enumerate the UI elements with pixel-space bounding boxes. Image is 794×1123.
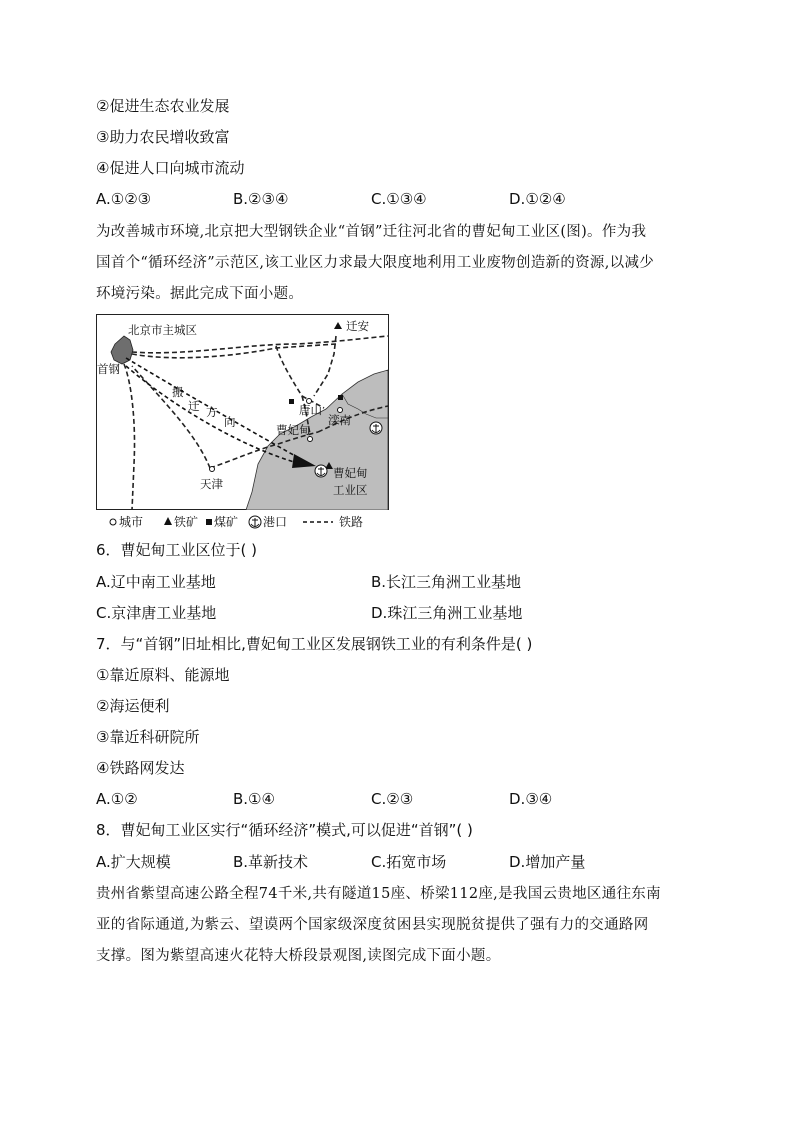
intro2-line: 亚的省际通道,为紫云、望谟两个国家级深度贫困县实现脱贫提供了强有力的交通路网 [96, 917, 649, 933]
q8-stem: 8．曹妃甸工业区实行“循环经济”模式,可以促进“首钢”( ) [96, 821, 473, 839]
q5-choice-a[interactable]: A.①②③ [96, 190, 152, 208]
q6-stem: 6．曹妃甸工业区位于( ) [96, 541, 258, 559]
intro-line: 为改善城市环境,北京把大型钢铁企业“首钢”迁往河北省的曹妃甸工业区(图)。作为我 [96, 224, 647, 240]
label-shougang: 首钢 [97, 362, 120, 376]
label-tangshan: 唐山 [299, 403, 322, 417]
port-icon [370, 422, 382, 434]
q7-choice-d[interactable]: D.③④ [509, 790, 553, 808]
q7-choice-c[interactable]: C.②③ [371, 790, 414, 808]
legend-city-icon [110, 519, 116, 525]
intro2-paragraph [96, 879, 700, 972]
legend-iron-icon [164, 517, 172, 525]
city-tianjin [210, 467, 215, 472]
label-zone-line-2: 工业区 [333, 483, 368, 497]
q6-choice-b[interactable]: B.长江三角洲工业基地 [371, 573, 522, 591]
label-zone-line-1: 曹妃甸 [333, 466, 368, 480]
q7-option-4: ④铁路网发达 [96, 759, 185, 777]
city-luannan [338, 408, 343, 413]
q5-option-2: ②促进生态农业发展 [96, 97, 230, 115]
q6-choice-d[interactable]: D.珠江三角洲工业基地 [371, 604, 523, 622]
intro-paragraph [96, 217, 700, 310]
label-caofeidian-city: 曹妃甸 [276, 423, 311, 437]
legend-city: 城市 [119, 515, 144, 529]
legend-coal: 煤矿 [214, 515, 239, 529]
coal-mine-icon [338, 395, 343, 400]
q5-choice-d[interactable]: D.①②④ [509, 190, 566, 208]
relocation-map [96, 314, 389, 510]
q8-choice-c[interactable]: C.拓宽市场 [371, 853, 447, 871]
port-icon [315, 465, 327, 477]
intro2-line: 支撑。图为紫望高速火花特大桥段景观图,读图完成下面小题。 [96, 948, 501, 964]
q8-choice-d[interactable]: D.增加产量 [509, 853, 586, 871]
q8-choice-a[interactable]: A.扩大规模 [96, 853, 171, 871]
q7-option-1: ①靠近原料、能源地 [96, 666, 230, 684]
q5-choice-b[interactable]: B.②③④ [233, 190, 289, 208]
legend-coal-icon [206, 519, 212, 525]
q7-choice-b[interactable]: B.①④ [233, 790, 275, 808]
intro2-line: 贵州省紫望高速公路全程74千米,共有隧道15座、桥梁112座,是我国云贵地区通往东南 [96, 886, 661, 902]
label-move-4: 向 [224, 415, 236, 429]
label-move-2: 迁 [188, 399, 200, 413]
label-beijing: 北京市主城区 [128, 323, 197, 337]
label-move-1: 搬 [172, 385, 184, 399]
label-qianan: 迁安 [346, 319, 369, 333]
q6-choice-c[interactable]: C.京津唐工业基地 [96, 604, 217, 622]
legend-rail: 铁路 [339, 515, 364, 529]
intro-line: 国首个“循环经济”示范区,该工业区力求最大限度地利用工业废物创造新的资源,以减少 [96, 255, 655, 271]
q5-choice-c[interactable]: C.①③④ [371, 190, 427, 208]
label-tianjin: 天津 [200, 477, 223, 491]
q5-option-4: ④促进人口向城市流动 [96, 159, 245, 177]
intro-line: 环境污染。据此完成下面小题。 [96, 286, 304, 302]
q7-choice-a[interactable]: A.①② [96, 790, 138, 808]
q7-option-2: ②海运便利 [96, 697, 170, 715]
q7-stem: 7．与“首钢”旧址相比,曹妃甸工业区发展钢铁工业的有利条件是( ) [96, 635, 533, 653]
q6-choice-a[interactable]: A.辽中南工业基地 [96, 573, 216, 591]
city-caofeidian [308, 437, 313, 442]
q5-option-3: ③助力农民增收致富 [96, 128, 230, 146]
q7-option-3: ③靠近科研院所 [96, 728, 200, 746]
legend-port-icon [249, 516, 261, 528]
legend-port: 港口 [263, 515, 288, 529]
label-move-3: 方 [206, 405, 218, 419]
legend-iron: 铁矿 [174, 515, 199, 529]
coal-mine-icon [289, 399, 294, 404]
q8-choice-b[interactable]: B.革新技术 [233, 853, 309, 871]
label-luannan: 滦南 [328, 413, 351, 427]
